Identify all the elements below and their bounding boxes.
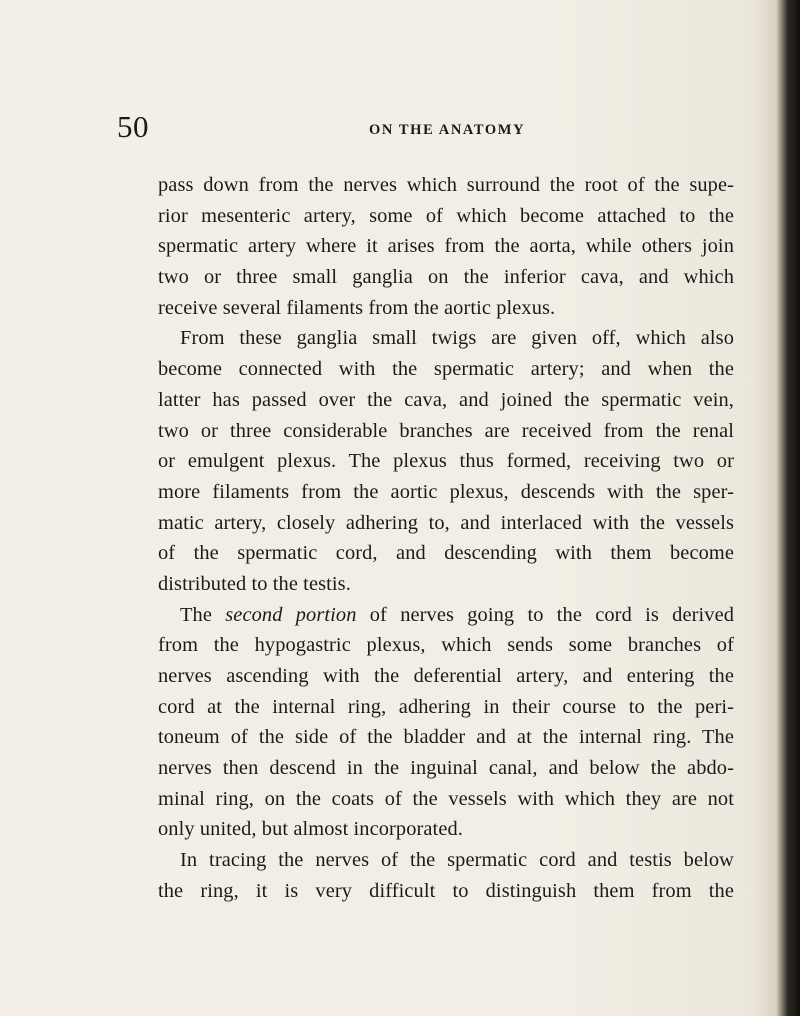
text-line: rior mesenteric artery, some of which become attached to the [158, 204, 734, 227]
text-line: or emulgent plexus. The plexus thus formed, receiving two or [158, 450, 734, 473]
text-line: From these ganglia small twigs are given off, which also [180, 327, 734, 350]
text-line: spermatic artery where it arises from the aorta, while others join [158, 235, 734, 258]
text-line [158, 600, 734, 631]
text-line: receive several filaments from the aortic plexus. [158, 296, 556, 319]
page-number: 50 [117, 109, 149, 144]
text-run: The [180, 603, 226, 626]
text-line: latter has passed over the cava, and joined the spermatic vein, [158, 388, 734, 411]
text-line: nerves then descend in the inguinal canal, and below the abdo- [158, 757, 734, 780]
text-line: toneum of the side of the bladder and at the internal ring. The [158, 726, 734, 749]
text-line: from the hypogastric plexus, which sends some branches of [158, 634, 734, 657]
text-line: distributed to the testis. [158, 572, 351, 595]
page-edge-shadow [786, 0, 800, 1016]
text-line: only united, but almost incorporated. [158, 818, 463, 841]
text-line: nerves ascending with the deferential artery, and entering the [158, 665, 734, 687]
text-line: the ring, it is very difficult to distinguish them from the [158, 879, 734, 902]
text-line: matic artery, closely adhering to, and interlaced with the vessels [158, 511, 734, 534]
text-line: minal ring, on the coats of the vessels with which they are not [158, 787, 734, 810]
text-line: two or three small ganglia on the inferior cava, and which [158, 266, 734, 289]
text-line: pass down from the nerves which surround the root of the supe- [158, 174, 734, 196]
text-run: of nerves going to the cord is derived [356, 603, 735, 626]
text-line: more filaments from the aortic plexus, descends with the sper- [158, 480, 734, 503]
text-line: become connected with the spermatic artery; and when the [158, 358, 734, 381]
page-header [0, 109, 800, 144]
body-text [158, 170, 734, 907]
text-line: two or three considerable branches are received from the renal [158, 419, 734, 442]
running-head: ON THE ANATOMY [369, 122, 526, 138]
text-line: cord at the internal ring, adhering in their course to the peri- [158, 695, 734, 718]
text-line: In tracing the nerves of the spermatic cord and testis below [180, 849, 734, 872]
italic-phrase: second portion [225, 603, 357, 626]
text-line: of the spermatic cord, and descending with them become [158, 542, 734, 565]
